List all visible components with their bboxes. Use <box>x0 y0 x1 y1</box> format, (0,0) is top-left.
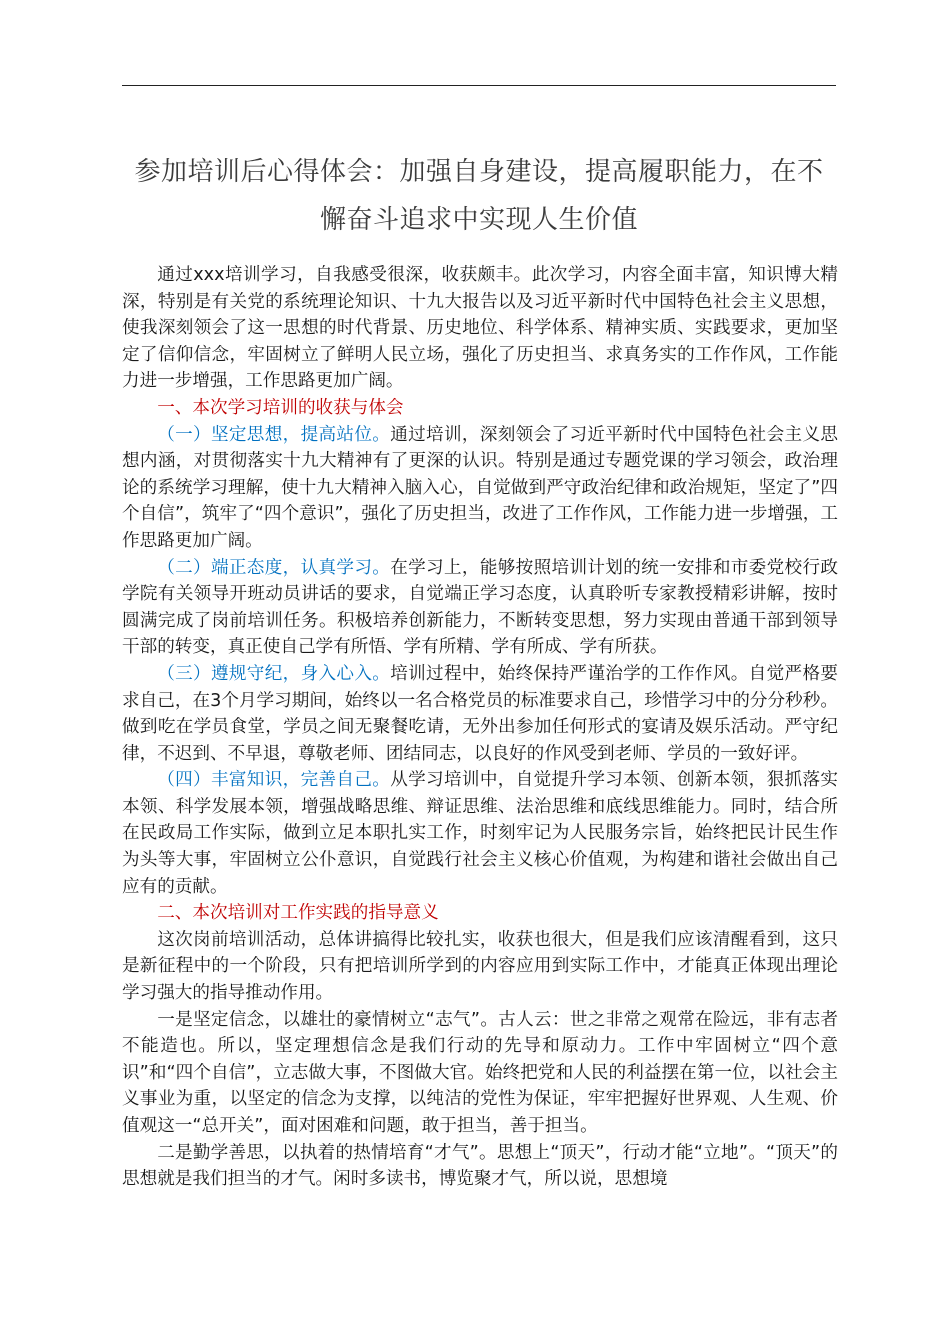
document-body <box>122 262 838 1193</box>
body-paragraph: 这次岗前培训活动，总体讲搞得比较扎实，收获也很大，但是我们应该清醒看到，这只是新征程中的一个阶段，只有把培训所学到的内容应用到实际工作中，才能真正体现出理论学习强大的指导推动作用。 <box>122 929 838 1004</box>
section-heading-1: 一、本次学习培训的收获与体会 <box>157 397 404 418</box>
subsection-3-paragraph: （三）遵规守纪，身入心入。培训过程中，始终保持严谨治学的工作作风。自觉严格要求自己，在3个月学习期间，始终以一名合格党员的标准要求自己，珍惜学习中的分分秒秒。做到吃在学员食堂，学员之间无聚餐吃请，无外出参加任何形式的宴请及娱乐活动。严守纪律，不迟到、不早退，尊敬老师、团结同志，以良好的作风受到老师、学员的一致好评。 <box>122 663 838 764</box>
subsection-4-paragraph: （四）丰富知识，完善自己。从学习培训中，自觉提升学习本领、创新本领，狠抓落实本领、科学发展本领，增强战略思维、辩证思维、法治思维和底线思维能力。同时，结合所在民政局工作实际，做到立足本职扎实工作，时刻牢记为人民服务宗旨，始终把民计民生作为头等大事，牢固树立公仆意识，自觉践行社会主义核心价值观，为构建和谐社会做出自己应有的贡献。 <box>122 770 838 897</box>
page-title: 参加培训后心得体会：加强自身建设，提高履职能力，在不懈奋斗追求中实现人生价值 <box>134 157 824 235</box>
subsection-4-heading: （四）丰富知识，完善自己。 <box>157 770 391 791</box>
body-paragraph: 二是勤学善思，以执着的热情培育“才气”。思想上“顶天”，行动才能“立地”。“顶天”的思想就是我们担当的才气。闲时多读书，博览聚才气，所以说，思想境 <box>122 1142 838 1190</box>
subsection-1-heading: （一）坚定思想，提高站位。 <box>157 424 391 445</box>
header-rule <box>122 85 836 86</box>
subsection-2-paragraph: （二）端正态度，认真学习。在学习上，能够按照培训计划的统一安排和市委党校行政学院有关领导开班动员讲话的要求，自觉端正学习态度，认真聆听专家教授精彩讲解，按时圆满完成了岗前培训任务。积极培养创新能力，不断转变思想，努力实现由普通干部到领导干部的转变，真正使自己学有所悟、学有所精、学有所成、学有所获。 <box>122 557 838 658</box>
subsection-1-paragraph: （一）坚定思想，提高站位。通过培训，深刻领会了习近平新时代中国特色社会主义思想内涵，对贯彻落实十九大精神有了更深的认识。特别是通过专题党课的学习领会，政治理论的系统学习理解，使十九大精神入脑入心，自觉做到严守政治纪律和政治规矩，坚定了”四个自信”，筑牢了“四个意识”，强化了历史担当，改进了工作作风，工作能力进一步增强，工作思路更加广阔。 <box>122 424 838 551</box>
section-heading-2: 二、本次培训对工作实践的指导意义 <box>157 903 439 924</box>
intro-paragraph: 通过xxx培训学习，自我感受很深，收获颇丰。此次学习，内容全面丰富，知识博大精深，特别是有关党的系统理论知识、十九大报告以及习近平新时代中国特色社会主义思想，使我深刻领会了这一思想的时代背景、历史地位、科学体系、精神实质、实践要求，更加坚定了信仰信念，牢固树立了鲜明人民立场，强化了历史担当、求真务实的工作作风，工作能力进一步增强，工作思路更加广阔。 <box>122 265 838 392</box>
body-paragraph: 一是坚定信念，以雄壮的豪情树立“志气”。古人云：世之非常之观常在险远，非有志者不能造也。所以，坚定理想信念是我们行动的先导和原动力。工作中牢固树立“四个意识”和“四个自信”，立志做大事，不图做大官。始终把党和人民的利益摆在第一位，以社会主义事业为重，以坚定的信念为支撑，以纯洁的党性为保证，牢牢把握好世界观、人生观、价值观这一“总开关”，面对困难和问题，敢于担当，善于担当。 <box>122 1009 838 1136</box>
subsection-2-heading: （二）端正态度，认真学习。 <box>157 557 391 578</box>
subsection-3-heading: （三）遵规守纪，身入心入。 <box>157 663 391 684</box>
